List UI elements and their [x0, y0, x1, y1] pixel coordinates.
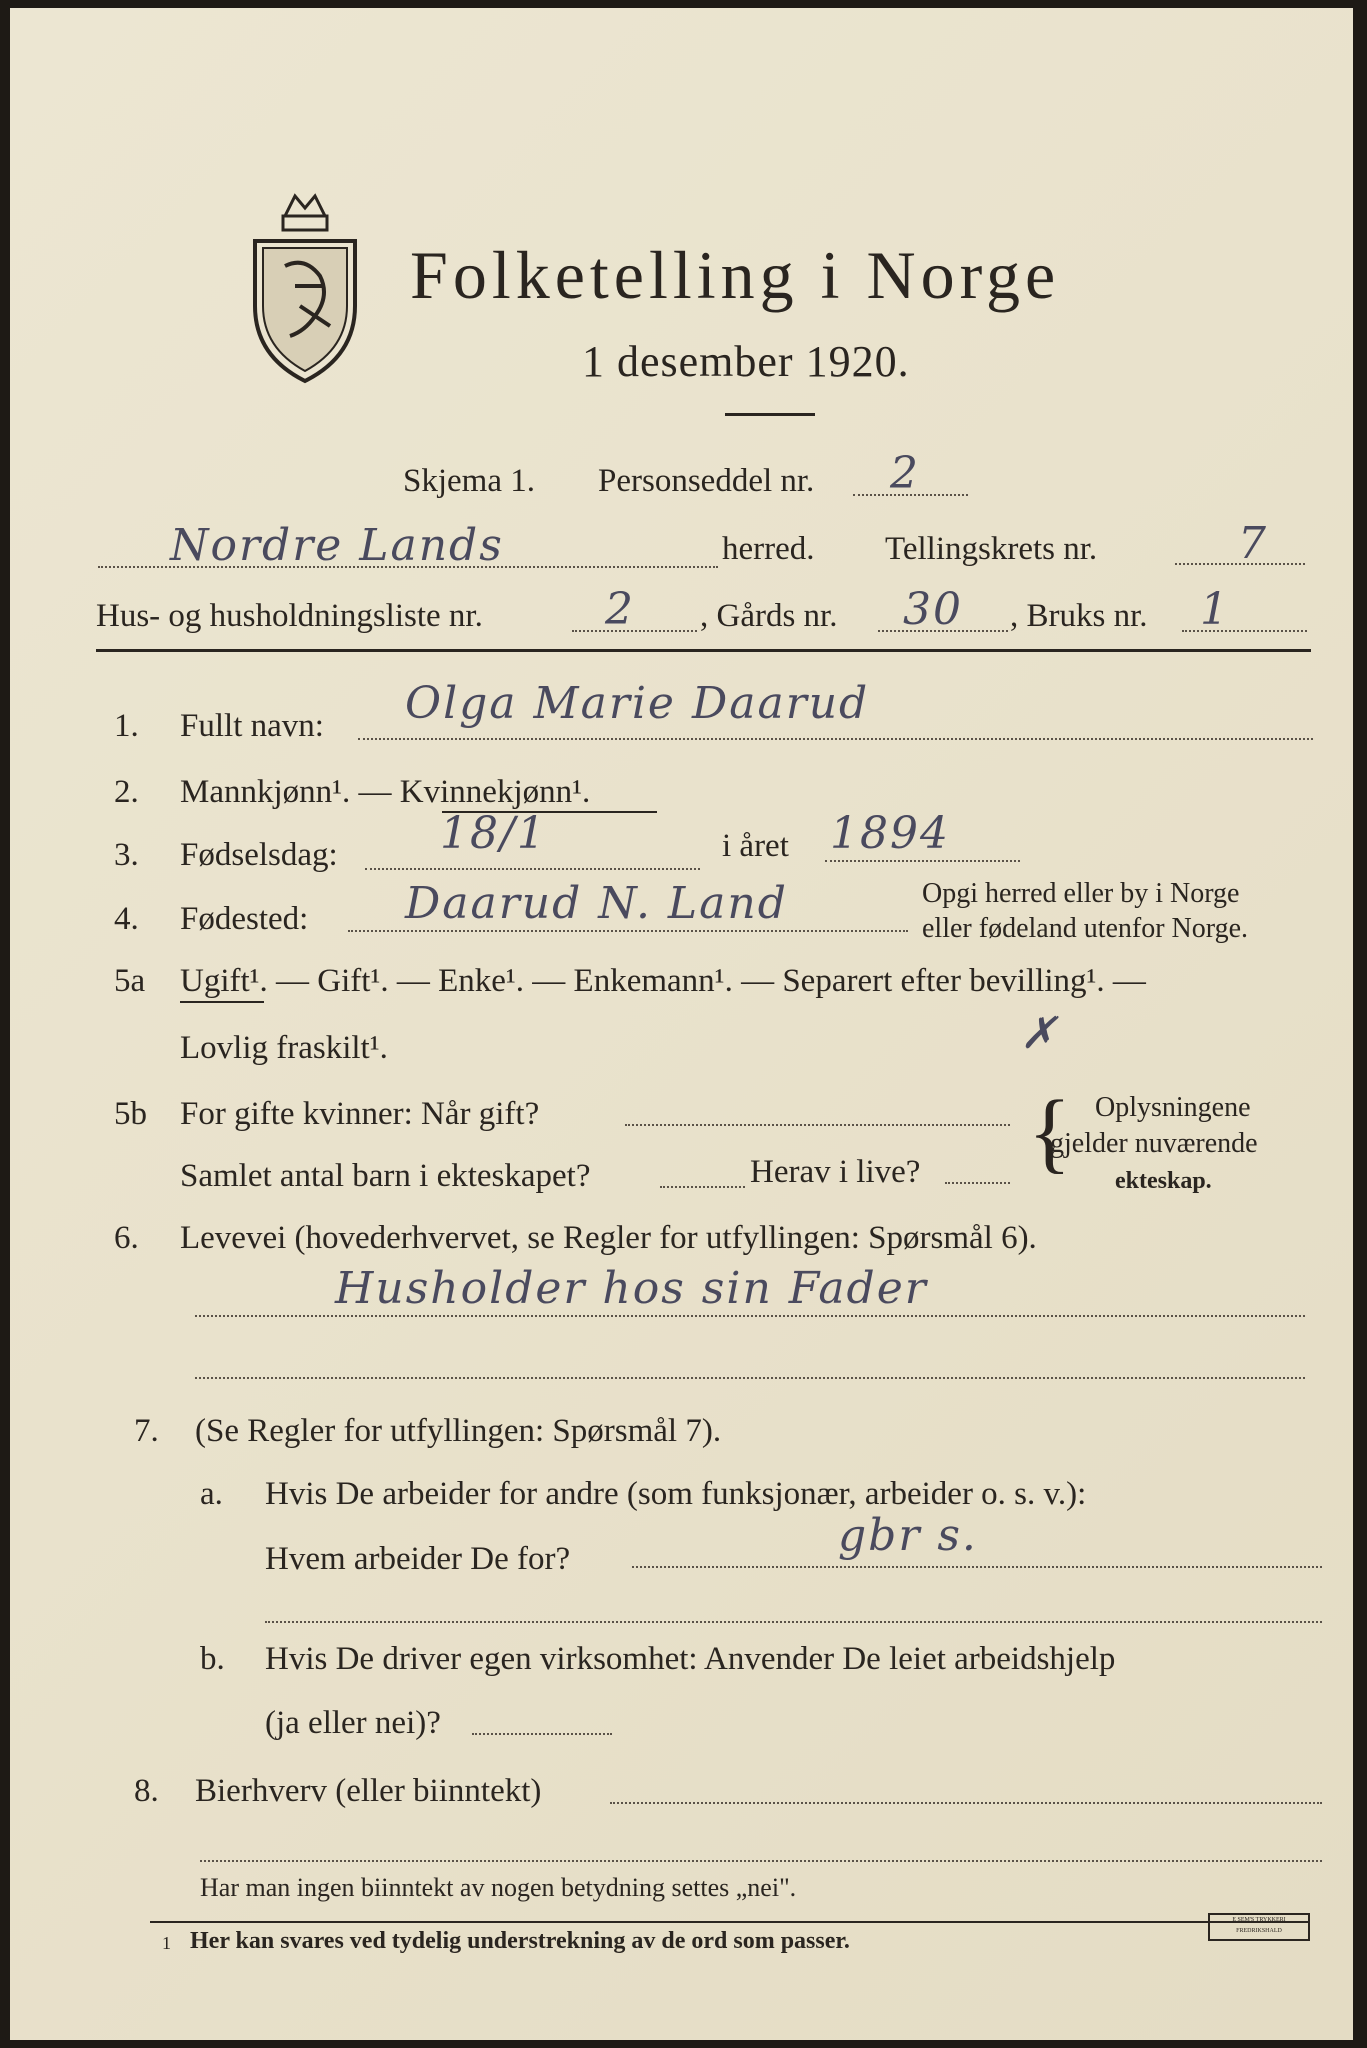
- q5b-note3: ekteskap.: [1115, 1168, 1212, 1194]
- census-date: 1 desember 1920.: [582, 337, 910, 386]
- q3-year-label: i året: [722, 828, 789, 864]
- q3-year-value: 1894: [830, 808, 950, 859]
- personseddel-label: Personseddel nr.: [598, 463, 815, 499]
- tellingskrets-value: 7: [1238, 518, 1268, 569]
- q7a-question: Hvem arbeider De for?: [265, 1541, 571, 1577]
- q7a-employer-value: gbr s.: [838, 1510, 978, 1561]
- q5b-note2: gjelder nuværende: [1050, 1128, 1258, 1159]
- q3-label: Fødselsdag:: [180, 837, 338, 873]
- q8-number: 8.: [134, 1773, 159, 1809]
- title-divider: [725, 413, 815, 416]
- q4-note-line1: Opgi herred eller by i Norge: [922, 878, 1240, 909]
- q2-gender: Mannkjønn¹. — Kvinnekjønn¹.: [180, 774, 591, 810]
- q5a-mark: ✗: [1020, 1008, 1059, 1059]
- q4-label: Fødested:: [180, 901, 309, 937]
- q6-label: Levevei (hovederhvervet, se Regler for utfyllingen: Spørsmål 6).: [180, 1220, 1037, 1256]
- printer-stamp: E SEM'S TRYKKERI FREDRIKSHALD: [1208, 1913, 1310, 1941]
- q5a-lovlig-fraskilt: Lovlig fraskilt¹.: [180, 1030, 388, 1066]
- bruks-value: 1: [1200, 584, 1230, 635]
- q6-line2: [195, 1377, 1305, 1379]
- q4-note-line2: eller fødeland utenfor Norge.: [922, 913, 1249, 944]
- q5b-children: Samlet antal barn i ekteskapet?: [180, 1158, 591, 1194]
- q5b-alive: Herav i live?: [750, 1154, 921, 1190]
- q8-line1: [610, 1802, 1322, 1804]
- q8-line2: [200, 1860, 1322, 1862]
- q7a-text: Hvis De arbeider for andre (som funksjonær, arbeider o. s. v.):: [265, 1476, 1087, 1512]
- q3-year-line: [825, 860, 1020, 862]
- tellingskrets-label: Tellingskrets nr.: [885, 531, 1098, 567]
- form-title: Folketelling i Norge: [410, 237, 1061, 313]
- q5a-underline-ugift: [180, 1001, 264, 1003]
- q4-line: [348, 930, 908, 932]
- q7a-line2: [265, 1621, 1322, 1623]
- q2-number: 2.: [114, 774, 139, 810]
- gards-label: , Gårds nr.: [700, 598, 838, 634]
- q7b-letter: b.: [200, 1641, 225, 1677]
- q3-day-line: [365, 868, 700, 870]
- q5b-alive-line: [945, 1182, 1010, 1184]
- census-form: [10, 8, 1353, 2040]
- personseddel-value: 2: [890, 448, 920, 499]
- q7b-text: Hvis De driver egen virksomhet: Anvender De leiet arbeidshjelp: [265, 1641, 1116, 1677]
- herred-value: Nordre Lands: [170, 520, 504, 571]
- header-rule: [96, 649, 1311, 652]
- q7a-letter: a.: [200, 1476, 223, 1512]
- schema-label: Skjema 1.: [403, 463, 535, 499]
- q5a-marital-options: Ugift¹. — Gift¹. — Enke¹. — Enkemann¹. — Separert efter bevilling¹. —: [180, 963, 1146, 999]
- q5b-children-line: [660, 1186, 745, 1188]
- q1-line: [358, 738, 1313, 740]
- q8-label: Bierhverv (eller biinntekt): [195, 1773, 542, 1809]
- q4-number: 4.: [114, 901, 139, 937]
- bruks-label: , Bruks nr.: [1010, 598, 1148, 634]
- q3-number: 3.: [114, 837, 139, 873]
- q6-occupation-value: Husholder hos sin Fader: [335, 1263, 928, 1314]
- q7b-question: (ja eller nei)?: [265, 1705, 441, 1741]
- q1-full-name-value: Olga Marie Daarud: [405, 678, 870, 729]
- q5a-number: 5a: [114, 963, 146, 999]
- q3-birthday-value: 18/1: [440, 808, 547, 859]
- q1-label: Fullt navn:: [180, 708, 324, 744]
- coat-of-arms-icon: [245, 186, 365, 386]
- q7a-line: [632, 1566, 1322, 1568]
- q6-line1: [195, 1315, 1305, 1317]
- footnote-number: 1: [162, 1933, 171, 1953]
- q5b-when-line: [625, 1124, 1010, 1126]
- q7-number: 7.: [134, 1413, 159, 1449]
- q7-label: (Se Regler for utfyllingen: Spørsmål 7).: [195, 1413, 722, 1449]
- q5b-brace: {: [1028, 1083, 1072, 1182]
- q4-birthplace-value: Daarud N. Land: [405, 878, 788, 929]
- gards-value: 30: [903, 584, 963, 635]
- footnote-text: Her kan svares ved tydelig understrekning av de ord som passer.: [190, 1928, 850, 1954]
- q5b-note1: Oplysningene: [1095, 1092, 1251, 1123]
- q5b-when-married: For gifte kvinner: Når gift?: [180, 1096, 540, 1132]
- hus-label: Hus- og husholdningsliste nr.: [96, 598, 483, 634]
- hus-value: 2: [605, 584, 635, 635]
- footnote-rule: [150, 1921, 1310, 1923]
- q7b-line: [472, 1733, 612, 1735]
- q6-number: 6.: [114, 1220, 139, 1256]
- herred-label: herred.: [722, 531, 815, 567]
- q1-number: 1.: [114, 708, 139, 744]
- q5b-number: 5b: [114, 1096, 147, 1132]
- income-note: Har man ingen biinntekt av nogen betydning settes „nei".: [200, 1873, 797, 1902]
